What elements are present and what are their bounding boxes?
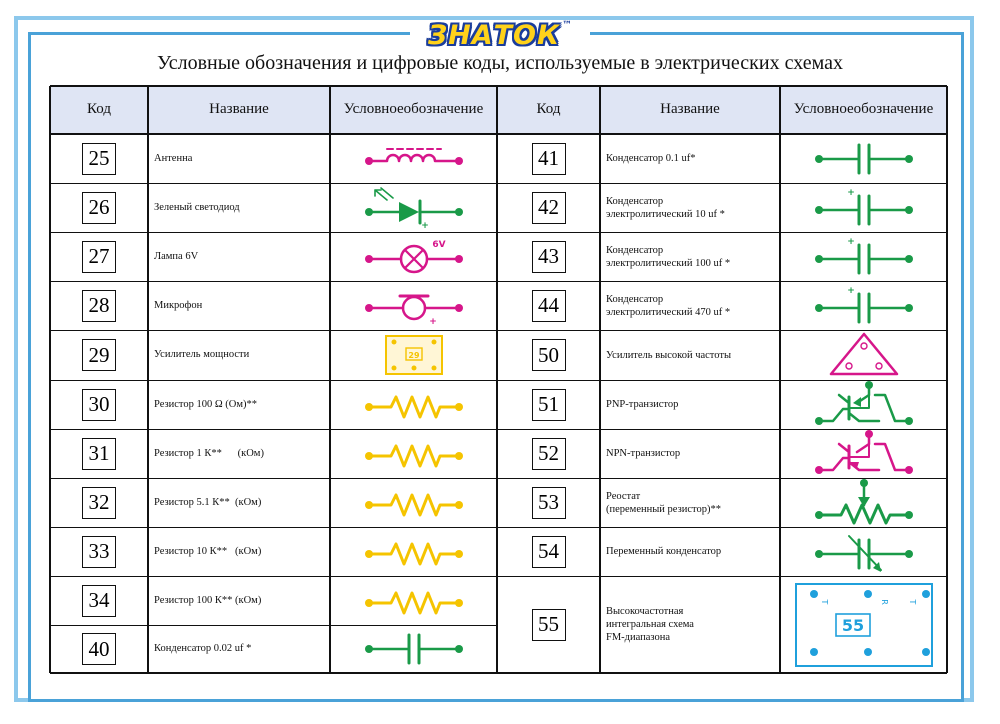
- grid-line: [946, 86, 947, 673]
- ic-pin-label: T: [907, 599, 917, 604]
- terminal-dot: [411, 366, 416, 371]
- terminal-dot: [905, 255, 913, 263]
- terminal-dot: [365, 550, 373, 558]
- code-box: 53: [532, 487, 566, 519]
- pin-circle: [846, 363, 852, 369]
- code-box: 34: [82, 585, 116, 617]
- symbol-stroke: [369, 544, 459, 564]
- component-name: [606, 244, 730, 270]
- grid-line: [147, 86, 148, 673]
- terminal-dot: [455, 208, 463, 216]
- terminal-dot: [455, 501, 463, 509]
- grid-line: [49, 86, 50, 673]
- terminal-dot: [431, 340, 436, 345]
- code-box: 43: [532, 241, 566, 273]
- terminal-dot: [864, 648, 872, 656]
- lamp-cross: [405, 250, 423, 268]
- terminal-dot: [860, 479, 868, 487]
- terminal-dot: [865, 430, 873, 438]
- electrolytic-capacitor-symbol: [809, 235, 919, 279]
- fm-ic-symbol: [794, 582, 934, 668]
- mic-circle: [403, 297, 425, 319]
- lamp-symbol: [359, 235, 469, 279]
- terminal-dot: [905, 417, 913, 425]
- terminal-dot: [815, 304, 823, 312]
- grid-line: [50, 133, 947, 135]
- capacitor-symbol: [359, 627, 469, 671]
- terminal-dot: [922, 590, 930, 598]
- component-name-line: (переменный резистор)**: [606, 503, 721, 515]
- terminal-dot: [365, 304, 373, 312]
- green-led-symbol: [359, 186, 469, 230]
- terminal-dot: [865, 381, 873, 389]
- component-name: Микрофон: [154, 299, 203, 311]
- terminal-dot: [455, 452, 463, 460]
- component-name: Лампа 6V: [154, 250, 199, 262]
- component-name: [606, 545, 721, 558]
- pnp-transistor-symbol: [809, 381, 919, 429]
- resistor-symbol: [359, 481, 469, 525]
- header-code-label: Код: [87, 101, 111, 118]
- terminal-dot: [455, 157, 463, 165]
- grid-line: [50, 576, 947, 577]
- rheostat-symbol: [809, 479, 919, 527]
- component-name-line: FM-диапазона: [606, 632, 671, 644]
- grid-line: [50, 625, 497, 626]
- terminal-dot: [905, 155, 913, 163]
- header-name-label: Название: [209, 101, 269, 118]
- grid-line: [496, 86, 497, 673]
- code-box: 40: [82, 633, 116, 665]
- terminal-dot: [815, 417, 823, 425]
- component-name-line: Конденсатор: [606, 293, 664, 305]
- component-name-line: электролитический 470 uf *: [606, 306, 731, 318]
- terminal-dot: [810, 648, 818, 656]
- code-box: 54: [532, 536, 566, 568]
- electrolytic-capacitor-symbol: [809, 186, 919, 230]
- component-name: Конденсатор 0.02 uf *: [154, 643, 252, 654]
- component-name-line: NPN-транзистор: [606, 448, 681, 459]
- grid-line: [50, 672, 947, 674]
- terminal-dot: [365, 255, 373, 263]
- terminal-dot: [391, 366, 396, 371]
- terminal-dot: [905, 511, 913, 519]
- component-name-line: Конденсатор: [606, 244, 664, 256]
- terminal-dot: [905, 304, 913, 312]
- code-box: 42: [532, 192, 566, 224]
- component-name: Резистор 100 Ω (Ом)**: [154, 398, 258, 410]
- polarity-plus: +: [428, 316, 437, 327]
- diode-triangle: [399, 202, 419, 222]
- component-name: [606, 398, 678, 411]
- header-sym-left: [330, 86, 497, 134]
- amp-triangle: [831, 334, 897, 374]
- component-name: [606, 605, 694, 644]
- symbol-stroke: [875, 444, 909, 470]
- header-code-left: [50, 86, 148, 134]
- wiper-arrow: [858, 497, 870, 507]
- ic-pin-label: R: [879, 598, 889, 605]
- ic-pin-label: T: [819, 599, 829, 604]
- terminal-dot: [815, 206, 823, 214]
- header-name-right: [600, 86, 780, 134]
- component-name-line: Реостат: [606, 490, 641, 502]
- code-box: 27: [82, 241, 116, 273]
- component-name: Резистор 1 К** (кОм): [154, 447, 264, 459]
- header-sym-right: [780, 86, 947, 134]
- code-box: 33: [82, 536, 116, 568]
- symbol-stroke: [819, 505, 909, 523]
- grid-line: [50, 232, 947, 233]
- component-name: [606, 349, 731, 362]
- symbol-stroke: [875, 395, 909, 421]
- terminal-dot: [365, 501, 373, 509]
- terminal-dot: [905, 466, 913, 474]
- symbol-stroke: [819, 409, 849, 421]
- page-title: Условные обозначения и цифровые коды, используемые в электрических схемах: [156, 52, 843, 74]
- microphone-symbol: [359, 284, 469, 328]
- component-name: [606, 447, 680, 460]
- polarity-plus: +: [846, 187, 855, 198]
- header-symbol-line2: обозначение: [403, 101, 484, 118]
- brand-logo-text: ЗНАТОК: [427, 19, 561, 51]
- hf-amp-symbol: [809, 330, 919, 380]
- symbol-stroke: [369, 155, 459, 161]
- header-code-right: [497, 86, 600, 134]
- terminal-dot: [905, 550, 913, 558]
- component-name-line: PNP-транзистор: [606, 399, 679, 410]
- code-box: 30: [82, 389, 116, 421]
- terminal-dot: [455, 403, 463, 411]
- ic-code-label: 55: [841, 615, 864, 635]
- component-name: Резистор 10 К** (кОм): [154, 545, 262, 557]
- code-box: 55: [532, 609, 566, 641]
- component-name: [606, 195, 725, 221]
- emitter-arrow: [853, 397, 861, 407]
- lamp-rating-label: 6V: [431, 239, 446, 250]
- grid-line: [329, 86, 330, 673]
- terminal-dot: [455, 255, 463, 263]
- terminal-dot: [905, 206, 913, 214]
- terminal-dot: [365, 599, 373, 607]
- terminal-dot: [365, 645, 373, 653]
- component-name: [606, 490, 721, 516]
- terminal-dot: [455, 550, 463, 558]
- pin-circle: [876, 363, 882, 369]
- pin-circle: [861, 343, 867, 349]
- component-name: Зеленый светодиод: [154, 201, 240, 213]
- grid-line: [50, 183, 947, 184]
- polarity-plus: +: [846, 236, 855, 247]
- code-box: 50: [532, 339, 566, 371]
- resistor-symbol: [359, 530, 469, 574]
- terminal-dot: [365, 452, 373, 460]
- grid-line: [779, 86, 780, 673]
- grid-line: [50, 527, 947, 528]
- header-code-label: Код: [536, 101, 561, 118]
- code-box: 41: [532, 143, 566, 175]
- symbol-stroke: [369, 446, 459, 466]
- component-name-line: интегральная схема: [606, 619, 694, 631]
- resistor-symbol: [359, 432, 469, 476]
- component-name-line: электролитический 10 uf *: [606, 208, 725, 220]
- component-name: Резистор 100 К** (кОм): [154, 594, 262, 606]
- code-box: 26: [82, 192, 116, 224]
- component-name: Усилитель мощности: [154, 349, 250, 360]
- terminal-dot: [815, 255, 823, 263]
- component-name-line: Конденсатор: [606, 195, 664, 207]
- code-box: 52: [532, 438, 566, 470]
- grid-line: [50, 85, 947, 87]
- terminal-dot: [815, 466, 823, 474]
- terminal-dot: [810, 590, 818, 598]
- terminal-dot: [391, 340, 396, 345]
- symbol-stroke: [369, 495, 459, 515]
- terminal-dot: [365, 403, 373, 411]
- code-box: 51: [532, 389, 566, 421]
- header-name-label: Название: [660, 101, 720, 118]
- code-box: 25: [82, 143, 116, 175]
- terminal-dot: [815, 550, 823, 558]
- symbol-stroke: [369, 593, 459, 613]
- antenna-symbol: [359, 137, 469, 181]
- terminal-dot: [455, 304, 463, 312]
- component-name: [606, 152, 695, 165]
- terminal-dot: [815, 511, 823, 519]
- component-name-line: электролитический 100 uf *: [606, 257, 731, 269]
- header-symbol-line1: Условное: [793, 101, 854, 118]
- terminal-dot: [365, 208, 373, 216]
- grid-line: [599, 86, 600, 673]
- component-name: Резистор 5.1 К** (кОм): [154, 496, 262, 508]
- polarity-plus: +: [846, 285, 855, 296]
- code-box: 44: [532, 290, 566, 322]
- component-name-line: Высокочастотная: [606, 606, 684, 617]
- header-symbol-line2: обозначение: [853, 101, 934, 118]
- terminal-dot: [431, 366, 436, 371]
- component-name-line: Переменный конденсатор: [606, 546, 722, 557]
- terminal-dot: [455, 599, 463, 607]
- component-name-line: Усилитель высокой частоты: [606, 349, 732, 361]
- resistor-symbol: [359, 579, 469, 623]
- terminal-dot: [455, 645, 463, 653]
- code-box: 32: [82, 487, 116, 519]
- power-amp-symbol: [359, 333, 469, 377]
- trademark-mark: ™: [562, 19, 573, 31]
- symbol-stroke: [369, 397, 459, 417]
- terminal-dot: [922, 648, 930, 656]
- terminal-dot: [815, 155, 823, 163]
- component-name-line: Конденсатор 0.1 uf*: [606, 153, 696, 164]
- symbol-stroke: [819, 458, 849, 470]
- code-box: 29: [82, 339, 116, 371]
- polarity-plus: +: [420, 220, 429, 231]
- electrolytic-capacitor-symbol: [809, 284, 919, 328]
- component-name: Антенна: [154, 152, 193, 164]
- terminal-dot: [864, 590, 872, 598]
- brand-logo: [410, 20, 590, 50]
- npn-transistor-symbol: [809, 430, 919, 478]
- resistor-symbol: [359, 383, 469, 427]
- header-name-left: [148, 86, 330, 134]
- code-box: 28: [82, 290, 116, 322]
- terminal-dot: [365, 157, 373, 165]
- grid-line: [50, 281, 947, 282]
- amp-code-label: 29: [407, 351, 420, 360]
- variable-capacitor-symbol: [809, 530, 919, 574]
- header-symbol-line1: Условное: [343, 101, 404, 118]
- code-box: 31: [82, 438, 116, 470]
- component-name: [606, 293, 730, 319]
- capacitor-symbol: [809, 137, 919, 181]
